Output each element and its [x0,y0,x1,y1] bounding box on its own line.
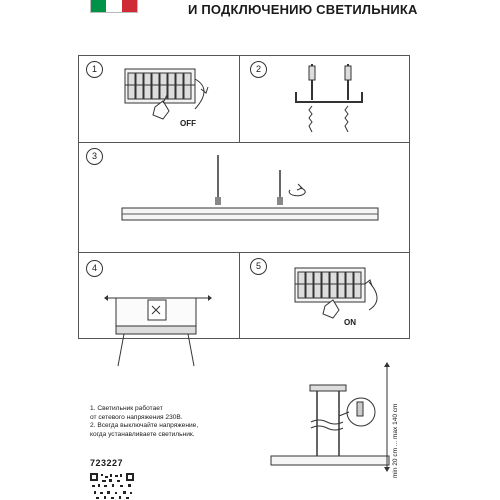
article-number: 723227 [90,458,124,468]
height-range-label: min 20 cm ... max 140 cm [392,403,399,478]
luminaire-illustration [110,150,410,230]
step-5-number: 5 [250,258,267,275]
step-1-number: 1 [86,61,103,78]
on-label: ON [344,318,356,327]
step-4-number: 4 [86,260,103,277]
note-line: 2. Всегда выключайте напряжение, [90,422,199,429]
qr-code-icon [90,473,134,500]
breaker-on-illustration [285,262,395,337]
note-line: 1. Светильник работает [90,405,163,412]
mounting-bracket-illustration [290,60,370,138]
note-line: когда устанавливаете светильник. [90,430,195,438]
ceiling-mounting-illustration [100,288,220,368]
step-3-number: 3 [86,148,103,165]
off-label: OFF [180,119,196,128]
italian-flag-logo [90,0,138,13]
step-2-number: 2 [250,61,267,78]
safety-notes [90,405,230,439]
note-line: от сетевого напряжения 230В. [90,413,183,421]
page-title: И ПОДКЛЮЧЕНИЮ СВЕТИЛЬНИКА [188,2,418,17]
breaker-off-illustration [115,63,225,138]
height-adjustment-illustration [265,360,405,480]
